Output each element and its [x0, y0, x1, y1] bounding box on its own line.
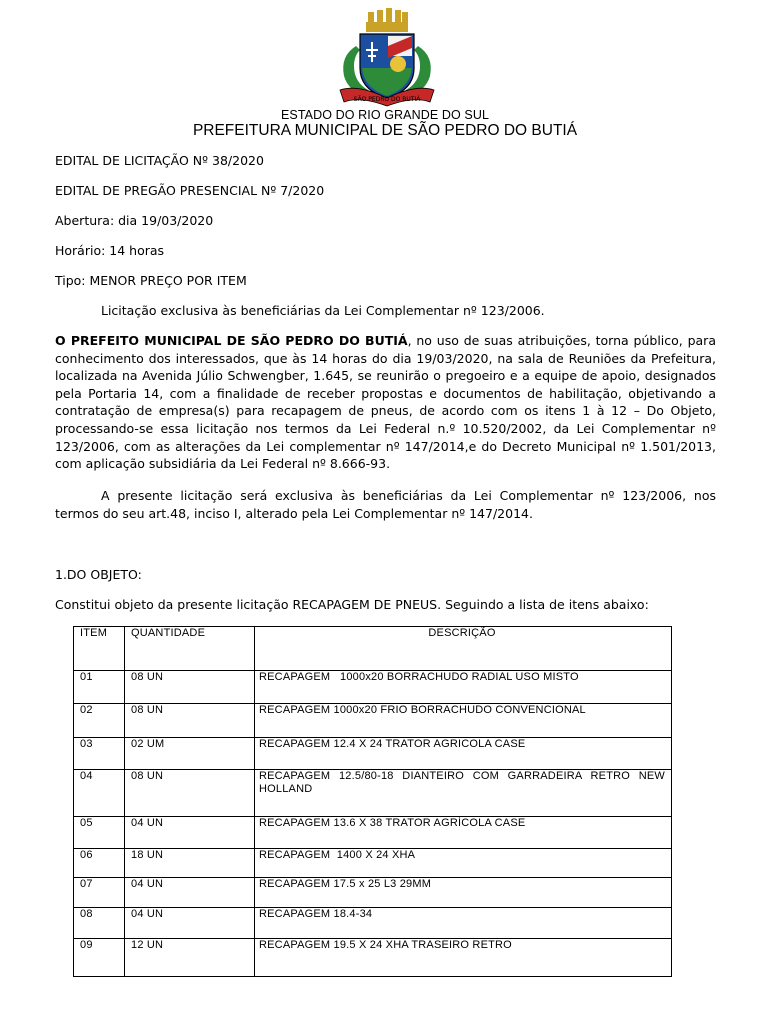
mayor-title: O PREFEITO MUNICIPAL DE SÃO PEDRO DO BUTIÁ — [55, 333, 408, 348]
item-number: 05 — [74, 817, 125, 849]
item-quantity: 02 UM — [125, 738, 255, 770]
item-description: RECAPAGEM 1000x20 BORRACHUDO RADIAL USO MISTO — [255, 671, 672, 704]
edital-licitacao: EDITAL DE LICITAÇÃO Nº 38/2020 — [55, 153, 264, 168]
item-description: RECAPAGEM 1400 X 24 XHA — [255, 849, 672, 878]
item-number: 04 — [74, 770, 125, 817]
table-row — [74, 704, 672, 738]
table-row — [74, 849, 672, 878]
item-number: 08 — [74, 908, 125, 939]
table-header-row — [74, 627, 672, 671]
table-row — [74, 878, 672, 908]
items-table — [73, 626, 672, 977]
table-row — [74, 671, 672, 704]
item-quantity: 08 UN — [125, 704, 255, 738]
header-descricao: DESCRIÇÃO — [255, 627, 672, 671]
item-quantity: 18 UN — [125, 849, 255, 878]
main-paragraph-text: , no uso de suas atribuições, torna público, para conhecimento dos interessados, que às 14 horas do dia 19/03/2020, na sala de Reuniões da Prefeitura, localizada na Avenida Júlio Schwengber, 1.645, se reunirão o pregoeiro e a equipe de apoio, designados pela Portaria 14, com a finalidade de receber propostas e documentos de habilitação, objetivando a contratação de empresa(s) para recapagem de pneus, de acordo com os itens 1 à 12 – Do Objeto, processando-se essa licitação nos termos da Lei Federal n.º 10.520/2002, da Lei Complementar nº 123/2006, com as alterações da Lei complementar nº 147/2014,e do Decreto Municipal nº 1.501/2013, com aplicação subsidiária da Lei Federal nº 8.666-93. — [55, 333, 716, 472]
municipal-crest-logo — [328, 6, 446, 108]
item-quantity: 04 UN — [125, 817, 255, 849]
crest-motto-text: SÃO PEDRO DO BUTIÁ — [353, 96, 421, 103]
horario: Horário: 14 horas — [55, 243, 165, 258]
table-row — [74, 939, 672, 977]
item-description: RECAPAGEM 12.4 X 24 TRATOR AGRICOLA CASE — [255, 738, 672, 770]
prefecture-heading: PREFEITURA MUNICIPAL DE SÃO PEDRO DO BUTIÁ — [192, 122, 578, 139]
item-quantity: 08 UN — [125, 671, 255, 704]
item-description: RECAPAGEM 13.6 X 38 TRATOR AGRÍCOLA CASE — [255, 817, 672, 849]
main-paragraph — [55, 332, 716, 473]
item-number: 07 — [74, 878, 125, 908]
item-quantity: 12 UN — [125, 939, 255, 977]
section-title-objeto: 1.DO OBJETO: — [55, 567, 142, 582]
section-intro: Constitui objeto da presente licitação RECAPAGEM DE PNEUS. Seguindo a lista de itens abaixo: — [55, 597, 649, 612]
item-description: RECAPAGEM 18.4-34 — [255, 908, 672, 939]
abertura-date: Abertura: dia 19/03/2020 — [55, 213, 214, 228]
table-row — [74, 817, 672, 849]
item-number: 02 — [74, 704, 125, 738]
item-quantity: 08 UN — [125, 770, 255, 817]
item-quantity: 04 UN — [125, 908, 255, 939]
item-description: RECAPAGEM 19.5 X 24 XHA TRASEIRO RETRO — [255, 939, 672, 977]
item-number: 03 — [74, 738, 125, 770]
item-description: RECAPAGEM 12.5/80-18 DIANTEIRO COM GARRADEIRA RETRO NEW HOLLAND — [255, 770, 672, 817]
table-row — [74, 738, 672, 770]
item-number: 09 — [74, 939, 125, 977]
header-quantidade: QUANTIDADE — [125, 627, 255, 671]
exclusiva-note: Licitação exclusiva às beneficiárias da Lei Complementar nº 123/2006. — [101, 303, 545, 318]
item-description: RECAPAGEM 1000x20 FRIO BORRACHUDO CONVENCIONAL — [255, 704, 672, 738]
item-number: 01 — [74, 671, 125, 704]
edital-pregao: EDITAL DE PREGÃO PRESENCIAL Nº 7/2020 — [55, 183, 325, 198]
item-quantity: 04 UN — [125, 878, 255, 908]
item-description: RECAPAGEM 17.5 x 25 L3 29MM — [255, 878, 672, 908]
table-row — [74, 770, 672, 817]
state-heading: ESTADO DO RIO GRANDE DO SUL — [280, 108, 490, 122]
header-item: ITEM — [74, 627, 125, 671]
tipo: Tipo: MENOR PREÇO POR ITEM — [55, 273, 247, 288]
item-number: 06 — [74, 849, 125, 878]
table-row — [74, 908, 672, 939]
exclusivity-paragraph: A presente licitação será exclusiva às beneficiárias da Lei Complementar nº 123/2006, nos termos do seu art.48, inciso I, alterado pela Lei Complementar nº 147/2014. — [55, 488, 716, 521]
